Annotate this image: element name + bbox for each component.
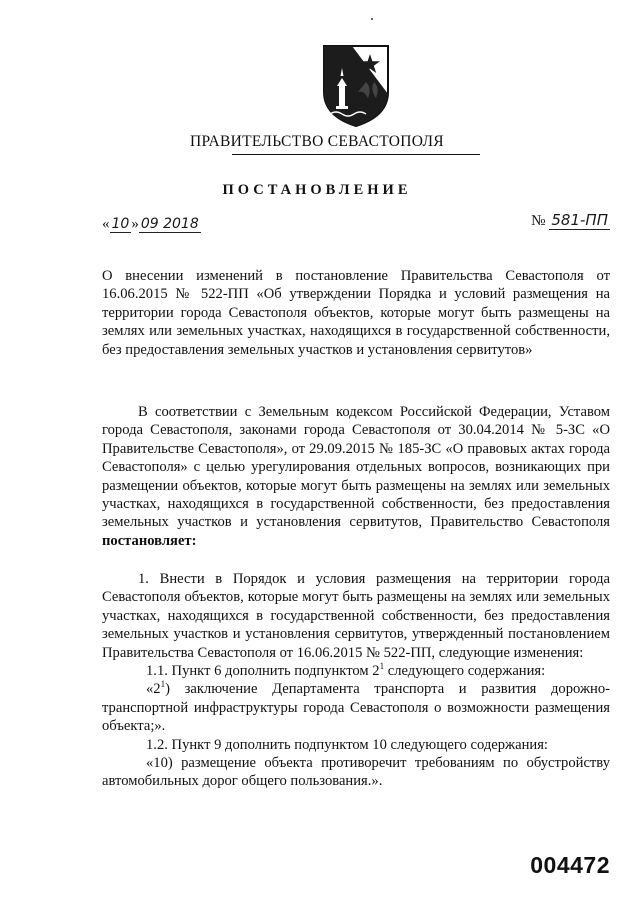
basis-line: в государственной собственности, без предоставления земельных участков bbox=[102, 496, 610, 531]
date-month-year: 09 2018 bbox=[140, 216, 199, 232]
quote-line: размещения объекта;». bbox=[102, 699, 611, 735]
date-open-quote: « bbox=[102, 216, 110, 232]
item-1-1-superscript: 1 bbox=[379, 661, 385, 672]
document-type: ПОСТАНОВЛЕНИЕ bbox=[222, 182, 412, 198]
document-date bbox=[102, 215, 201, 233]
item-1-1-text: 1.1. Пункт 6 дополнить подпунктом 2 bbox=[146, 663, 380, 680]
date-day: 10 bbox=[111, 216, 130, 232]
number-prefix: № bbox=[531, 213, 546, 229]
subject-text bbox=[102, 267, 610, 359]
item-1-2: 1.2. Пункт 9 дополнить подпунктом 10 следующего содержания: bbox=[146, 736, 548, 753]
basis-line: размещены на землях или земельных участках, находящихся bbox=[102, 477, 610, 513]
basis-line: В соответствии с Земельным кодексом Российской Федерации, bbox=[138, 404, 552, 420]
quote-line: «10) размещение объекта противоречит требованиям по обустройству bbox=[146, 755, 610, 772]
sevastopol-coat-of-arms-icon bbox=[318, 42, 394, 128]
basis-line: вопросов, возникающих при размещении объектов, которые могут быть bbox=[102, 459, 610, 494]
item-1-line: № 522-ПП, следующие изменения: bbox=[366, 644, 584, 661]
item-1-line: 1. Внести в Порядок и условия размещения на территории города bbox=[138, 571, 610, 587]
item-1 bbox=[102, 570, 610, 662]
quote-superscript: 1 bbox=[160, 679, 166, 690]
quote-line: транспортной инфраструктуры города Севастополя о возможности bbox=[102, 699, 530, 716]
item-1-2-quote bbox=[102, 754, 610, 791]
item-1-line: утвержденный постановлением Правительства Севастополя от 16.06.2015 bbox=[102, 626, 610, 661]
document-subject bbox=[102, 267, 610, 359]
quote-text: ) заключение Департамента транспорта и развития дорожно- bbox=[165, 681, 610, 698]
basis-paragraph bbox=[102, 403, 610, 550]
scan-speck bbox=[371, 18, 373, 20]
basis-line: № 5-ЗС «О Правительстве Севастополя», от 29.09.2015 № 185-ЗС bbox=[102, 422, 610, 457]
subject-line: на землях или земельных участках, находящихся в государственной bbox=[102, 304, 610, 340]
subject-line: на территории города Севастополя объектов, которые могут быть размещены bbox=[102, 286, 610, 321]
subject-line: сервитутов» bbox=[456, 341, 533, 358]
basis-text bbox=[102, 403, 610, 550]
item-1-line: или земельных участках, находящихся в государственной собственности, bbox=[102, 589, 610, 624]
basis-line: «О правовых актах города Севастополя» с целью урегулирования отдельных bbox=[102, 440, 610, 476]
amendments-section bbox=[102, 570, 610, 791]
serial-number: 004472 bbox=[530, 852, 610, 878]
quote-line: автомобильных дорог общего пользования.». bbox=[102, 773, 383, 790]
header-rule bbox=[232, 154, 480, 155]
quote-start: «2 bbox=[146, 681, 161, 698]
subject-line: О внесении изменений в постановление Правительства Севастополя bbox=[102, 268, 584, 284]
item-1-1 bbox=[102, 662, 610, 680]
subject-line: от 16.06.2015 № 522-ПП «Об утверждении Порядка и условий размещения bbox=[102, 268, 611, 303]
item-1-line: без предоставления земельных участков и установления сервитутов, bbox=[102, 607, 610, 643]
number-value: 581-ПП bbox=[551, 211, 608, 229]
item-1-1-quote bbox=[102, 680, 610, 735]
subject-line: собственности, без предоставления земельных участков и установления bbox=[102, 323, 610, 358]
decree-word: постановляет: bbox=[102, 532, 197, 549]
document-number bbox=[531, 211, 610, 230]
item-1-line: Севастополя объектов, которые могут быть размещены на землях bbox=[102, 589, 513, 606]
date-close-quote: » bbox=[131, 216, 139, 232]
item-1-1-text-end: следующего содержания: bbox=[384, 663, 546, 680]
government-name: ПРАВИТЕЛЬСТВО СЕВАСТОПОЛЯ bbox=[190, 133, 444, 150]
basis-line: Уставом города Севастополя, законами города Севастополя от 30.04.2014 bbox=[102, 404, 610, 439]
basis-line: и установления сервитутов, Правительство Севастополя bbox=[240, 514, 610, 531]
